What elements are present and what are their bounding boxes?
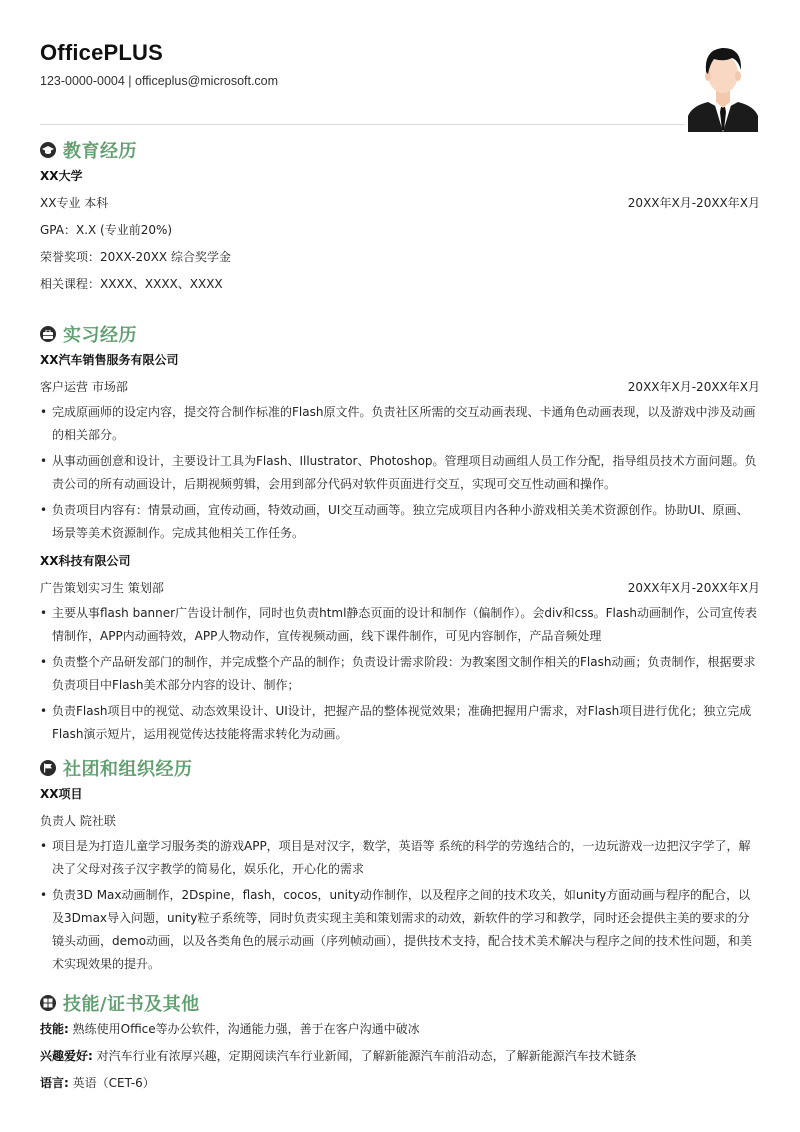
club-section [40,755,760,979]
bullet-item: • 完成原画师的设定内容，提交符合制作标准的Flash原文件。负责社区所需的交互动画表现、卡通角色动画表现，以及游戏中涉及动画的相关部分。 [40,401,760,447]
education-row [40,190,760,217]
company-name: XX科技有限公司 [40,554,131,568]
bullet-item: • 负责3D Max动画制作，2Dspine，flash，cocos，unity动作制作，以及程序之间的技术攻关，如unity方面动画与程序的配合，以及3Dmax导入问题，unity粒子系统等，同时负责实现主美和策划需求的动效，新软件的学习和教学，同时还会提供主美的要求的分镜头动画，demo动画，以及各类角色的展示动画（序列帧动画），提供技术支持，配合技术美术解决与程序之间的技术性问题，和美术实现效果的提升。 [40,884,760,976]
job-role: 广告策划实习生 策划部 [40,581,164,595]
briefcase-icon [40,326,56,342]
project-name: XX项目 [40,787,83,801]
honors: 荣誉奖项：20XX-20XX 综合奖学金 [40,250,231,264]
skills-title: 技能/证书及其他 [63,994,200,1015]
internship-header [40,321,760,347]
language-label: 语言: [40,1076,69,1090]
company-name: XX汽车销售服务有限公司 [40,353,179,367]
skill-line [40,1016,760,1043]
contact-info: 123-0000-0004 | officeplus@microsoft.com [40,74,279,88]
bullet-item: • 负责Flash项目中的视觉、动态效果设计、UI设计，把握产品的整体视觉效果；准确把握用户需求，对Flash项目进行优化；独立完成Flash演示短片，运用视觉传达技能将需求转化为动画。 [40,700,760,746]
job-row [40,575,760,602]
hobby-line [40,1043,760,1070]
language-value: 英语（CET-6） [68,1076,155,1090]
job-row [40,374,760,401]
bullet-item: • 主要从事flash banner广告设计制作，同时也负责html静态页面的设计和制作（偏制作）。会div和css。Flash动画制作，公司宣传表情制作，APP内动画特效，APP人物动作，宣传视频动画，线下课件制作，可见内容制作，产品音频处理 [40,602,760,648]
education-section [40,137,760,298]
skills-section [40,990,760,1097]
education-header [40,137,760,163]
grid-icon [40,995,56,1011]
education-title: 教育经历 [63,141,137,162]
skill-value: 熟练使用Office等办公软件，沟通能力强，善于在客户沟通中破冰 [68,1022,420,1036]
major: XX专业 本科 [40,196,109,210]
education-period: 20XX年X月-20XX年X月 [627,196,760,210]
bullet-item: • 负责整个产品研发部门的制作，并完成整个产品的制作；负责设计需求阶段：为教案图文制作相关的Flash动画；负责制作，根据要求负责项目中Flash美术部分内容的设计、制作； [40,651,760,697]
flag-icon [40,760,56,776]
job-bullets [40,602,760,746]
bullet-item: • 负责项目内容有：情景动画，宣传动画，特效动画，UI交互动画等。独立完成项目内各种小游戏相关美术资源创作。协助UI、原画、场景等美术资源制作。完成其他相关工作任务。 [40,499,760,545]
job-role: 客户运营 市场部 [40,380,128,394]
hobby-value: 对汽车行业有浓厚兴趣，定期阅读汽车行业新闻，了解新能源汽车前沿动态，了解新能源汽车技术链条 [92,1049,637,1063]
header-divider [40,124,685,125]
candidate-name: OfficePLUS [40,40,164,65]
skill-label: 技能: [40,1022,69,1036]
club-header [40,755,760,781]
club-title: 社团和组织经历 [63,759,193,780]
hobby-label: 兴趣爱好: [40,1049,93,1063]
club-bullets [40,835,760,976]
language-line [40,1070,760,1097]
avatar-portrait-icon [688,40,758,132]
avatar [688,40,758,132]
skills-header [40,990,760,1016]
job-period: 20XX年X月-20XX年X月 [627,581,760,595]
school-name: XX大学 [40,169,83,183]
bullet-item: • 项目是为打造儿童学习服务类的游戏APP，项目是对汉字，数学，英语等 系统的科学的劳逸结合的，一边玩游戏一边把汉字学了，解决了父母对孩子汉字教学的简易化，娱乐化，开心化的需求 [40,835,760,881]
gpa: GPA：X.X (专业前20%) [40,223,173,237]
bullet-item: • 从事动画创意和设计，主要设计工具为Flash、Illustrator、Photoshop。管理项目动画组人员工作分配，指导组员技术方面问题。负责公司的所有动画设计，后期视频剪辑，会用到部分代码对软件页面进行交互，实现可交互性动画和操作。 [40,450,760,496]
courses: 相关课程：XXXX、XXXX、XXXX [40,277,223,291]
graduation-cap-icon [40,142,56,158]
club-role: 负责人 院社联 [40,814,116,828]
job-bullets [40,401,760,545]
internship-section [40,321,760,749]
job-period: 20XX年X月-20XX年X月 [627,380,760,394]
internship-title: 实习经历 [63,325,137,346]
